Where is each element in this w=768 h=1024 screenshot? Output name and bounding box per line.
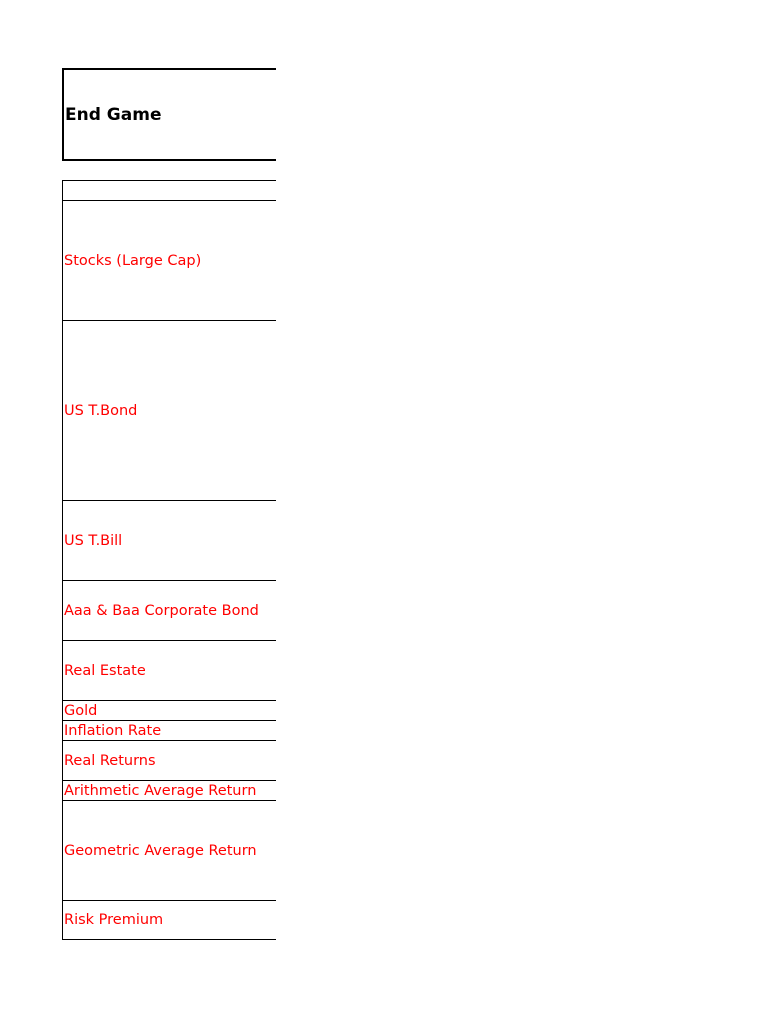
table-row-real-returns[interactable] xyxy=(62,740,276,780)
row-label: Arithmetic Average Return xyxy=(64,782,257,799)
row-label: Real Returns xyxy=(64,752,156,769)
table-row-gold[interactable] xyxy=(62,700,276,720)
table-row-stocks[interactable] xyxy=(62,200,276,320)
page-title: End Game xyxy=(65,104,162,125)
row-label-column xyxy=(62,180,276,940)
row-label: Geometric Average Return xyxy=(64,842,257,859)
table-row-us-tbond[interactable] xyxy=(62,320,276,500)
title-cell[interactable] xyxy=(62,68,276,161)
table-row-arithmetic-average[interactable] xyxy=(62,780,276,800)
table-row-risk-premium[interactable] xyxy=(62,900,276,940)
table-row-blank[interactable] xyxy=(62,180,276,200)
table-row-geometric-average[interactable] xyxy=(62,800,276,900)
row-label: Aaa & Baa Corporate Bond xyxy=(64,602,259,619)
row-label: US T.Bond xyxy=(64,402,138,419)
row-label: Real Estate xyxy=(64,662,146,679)
row-label: US T.Bill xyxy=(64,532,123,549)
row-label: Risk Premium xyxy=(64,912,164,928)
row-label: Gold xyxy=(64,702,98,719)
row-label: Stocks (Large Cap) xyxy=(64,252,202,269)
row-label: Inflation Rate xyxy=(64,722,162,739)
table-row-corporate-bond[interactable] xyxy=(62,580,276,640)
table-row-us-tbill[interactable] xyxy=(62,500,276,580)
table-row-real-estate[interactable] xyxy=(62,640,276,700)
table-row-inflation-rate[interactable] xyxy=(62,720,276,740)
